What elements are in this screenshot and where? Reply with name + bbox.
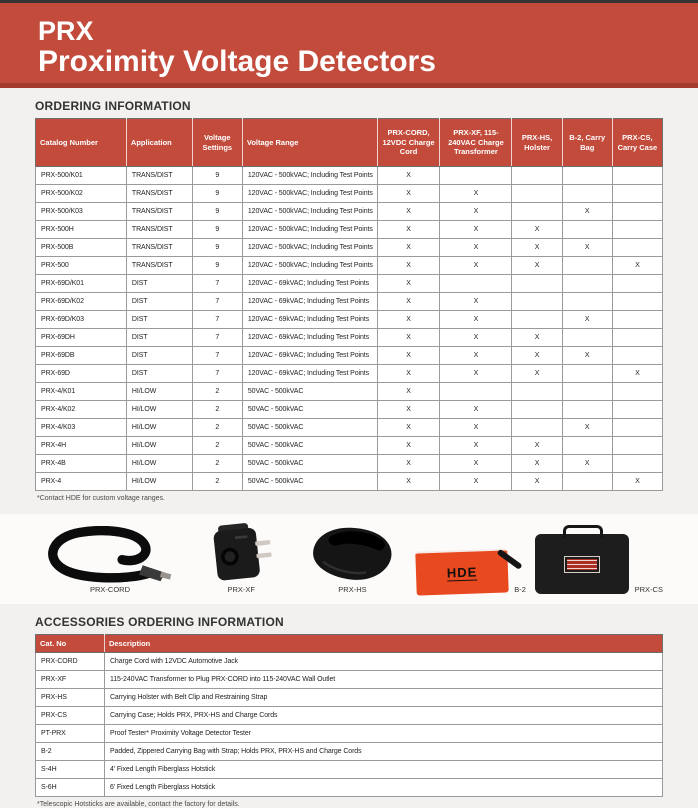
table-cell: 120VAC - 69kVAC; Including Test Points: [242, 311, 377, 329]
table-cell: PRX-69DH: [36, 329, 127, 347]
hero-banner: [0, 0, 698, 88]
table-cell: 120VAC - 500kVAC; Including Test Points: [242, 167, 377, 185]
table-cell: X: [512, 239, 562, 257]
table-cell: PT-PRX: [36, 725, 105, 743]
table-cell: HI/LOW: [126, 437, 192, 455]
products-strip: [0, 514, 698, 604]
column-header: PRX-CS, Carry Case: [612, 119, 662, 167]
table-row: [36, 203, 663, 221]
table-cell: [612, 437, 662, 455]
table-cell: 120VAC - 500kVAC; Including Test Points: [242, 185, 377, 203]
table-cell: X: [377, 347, 440, 365]
table-cell: DIST: [126, 275, 192, 293]
table-cell: 2: [192, 383, 242, 401]
product-label: PRX-XF: [227, 585, 255, 594]
table-cell: [512, 401, 562, 419]
table-cell: TRANS/DIST: [126, 221, 192, 239]
table-cell: 7: [192, 329, 242, 347]
table-cell: 2: [192, 473, 242, 491]
ordering-table: [35, 118, 663, 491]
table-cell: X: [377, 455, 440, 473]
table-cell: PRX-4/K03: [36, 419, 127, 437]
product-item-prx-cord: [35, 526, 185, 594]
accessories-table-header-row: [36, 635, 663, 653]
table-cell: PRX-4/K02: [36, 401, 127, 419]
table-row: [36, 653, 663, 671]
case-label: [564, 556, 600, 573]
table-cell: X: [377, 419, 440, 437]
table-cell: [612, 401, 662, 419]
table-cell: X: [612, 365, 662, 383]
table-cell: 7: [192, 275, 242, 293]
table-cell: PRX-500B: [36, 239, 127, 257]
table-cell: X: [377, 473, 440, 491]
b2-bag-image: [415, 548, 508, 595]
table-cell: X: [440, 365, 512, 383]
table-cell: [562, 401, 612, 419]
table-row: [36, 779, 663, 797]
table-cell: X: [562, 419, 612, 437]
table-cell: X: [377, 365, 440, 383]
table-row: [36, 239, 663, 257]
table-cell: 120VAC - 69kVAC; Including Test Points: [242, 347, 377, 365]
product-item-prx-xf: [194, 522, 289, 594]
table-cell: X: [377, 401, 440, 419]
table-cell: PRX-4B: [36, 455, 127, 473]
table-row: [36, 293, 663, 311]
table-cell: 2: [192, 401, 242, 419]
table-cell: X: [440, 455, 512, 473]
table-cell: X: [512, 473, 562, 491]
table-cell: PRX-69D: [36, 365, 127, 383]
table-cell: 120VAC - 500kVAC; Including Test Points: [242, 221, 377, 239]
accessories-table-body: [36, 653, 663, 797]
table-row: [36, 257, 663, 275]
ordering-table-header-row: [36, 119, 663, 167]
table-row: [36, 455, 663, 473]
table-cell: 9: [192, 221, 242, 239]
table-cell: [562, 275, 612, 293]
table-cell: DIST: [126, 347, 192, 365]
table-cell: X: [440, 293, 512, 311]
table-cell: [612, 203, 662, 221]
table-cell: X: [562, 347, 612, 365]
table-cell: [512, 311, 562, 329]
table-cell: HI/LOW: [126, 419, 192, 437]
product-item-prx-cs: [535, 524, 663, 594]
product-label: PRX-CORD: [89, 585, 130, 594]
table-cell: Charge Cord with 12VDC Automotive Jack: [104, 653, 662, 671]
table-cell: X: [512, 347, 562, 365]
table-cell: X: [377, 311, 440, 329]
table-cell: [612, 311, 662, 329]
product-name: PRX: [38, 16, 94, 46]
table-cell: 7: [192, 365, 242, 383]
table-cell: DIST: [126, 311, 192, 329]
table-cell: PRX-HS: [36, 689, 105, 707]
table-cell: [562, 293, 612, 311]
table-row: [36, 437, 663, 455]
column-header: Description: [104, 635, 662, 653]
table-cell: 6' Fixed Length Fiberglass Hotstick: [104, 779, 662, 797]
table-cell: X: [377, 239, 440, 257]
table-cell: DIST: [126, 365, 192, 383]
table-cell: DIST: [126, 293, 192, 311]
table-row: [36, 167, 663, 185]
table-cell: X: [377, 203, 440, 221]
accessories-footnote: *Telescopic Hotsticks are available, contact the factory for details.: [37, 801, 240, 808]
table-cell: X: [440, 257, 512, 275]
table-cell: PRX-69D/K03: [36, 311, 127, 329]
table-cell: X: [512, 257, 562, 275]
table-cell: PRX-69D/K02: [36, 293, 127, 311]
table-row: [36, 365, 663, 383]
table-cell: [562, 221, 612, 239]
prx-hs-image: [297, 522, 407, 584]
bag-strap: [497, 549, 523, 570]
table-cell: [512, 203, 562, 221]
table-cell: PRX-69DB: [36, 347, 127, 365]
table-cell: X: [512, 329, 562, 347]
table-row: [36, 383, 663, 401]
column-header: Voltage Range: [242, 119, 377, 167]
table-cell: [562, 473, 612, 491]
table-cell: Proof Tester* Proximity Voltage Detector Tester: [104, 725, 662, 743]
table-cell: X: [440, 437, 512, 455]
column-header: PRX-XF, 115-240VAC Charge Transformer: [440, 119, 512, 167]
product-item-b2: [416, 550, 526, 594]
table-cell: [562, 257, 612, 275]
table-cell: X: [377, 329, 440, 347]
table-cell: X: [612, 257, 662, 275]
table-row: [36, 743, 663, 761]
table-cell: [612, 455, 662, 473]
table-cell: 7: [192, 347, 242, 365]
table-cell: [612, 419, 662, 437]
table-row: [36, 275, 663, 293]
table-cell: 9: [192, 185, 242, 203]
table-cell: [512, 419, 562, 437]
table-cell: PRX-CORD: [36, 653, 105, 671]
table-cell: X: [612, 473, 662, 491]
table-cell: [562, 329, 612, 347]
table-cell: 120VAC - 500kVAC; Including Test Points: [242, 239, 377, 257]
table-cell: X: [562, 455, 612, 473]
table-cell: [612, 347, 662, 365]
table-cell: [512, 293, 562, 311]
table-row: [36, 311, 663, 329]
table-cell: X: [377, 275, 440, 293]
table-cell: PRX-500H: [36, 221, 127, 239]
table-cell: PRX-500: [36, 257, 127, 275]
table-cell: [512, 275, 562, 293]
column-header: B-2, Carry Bag: [562, 119, 612, 167]
table-cell: X: [440, 419, 512, 437]
table-cell: 120VAC - 500kVAC; Including Test Points: [242, 203, 377, 221]
table-cell: X: [440, 221, 512, 239]
table-cell: X: [440, 311, 512, 329]
table-cell: PRX-4/K01: [36, 383, 127, 401]
table-row: [36, 185, 663, 203]
hde-logo: HDE: [446, 563, 478, 581]
column-header: Voltage Settings: [192, 119, 242, 167]
ordering-table-body: [36, 167, 663, 491]
prx-cord-image: [35, 526, 185, 584]
table-cell: X: [562, 311, 612, 329]
table-cell: HI/LOW: [126, 455, 192, 473]
table-cell: S-6H: [36, 779, 105, 797]
table-cell: 115-240VAC Transformer to Plug PRX-CORD into 115-240VAC Wall Outlet: [104, 671, 662, 689]
table-cell: 9: [192, 167, 242, 185]
table-cell: [612, 185, 662, 203]
column-header: Cat. No: [36, 635, 105, 653]
table-cell: [612, 293, 662, 311]
table-cell: [612, 383, 662, 401]
column-header: Application: [126, 119, 192, 167]
product-label: PRX-CS: [634, 585, 663, 594]
table-cell: [562, 185, 612, 203]
column-header: PRX-CORD, 12VDC Charge Cord: [377, 119, 440, 167]
table-cell: X: [440, 329, 512, 347]
table-cell: 50VAC - 500kVAC: [242, 401, 377, 419]
table-cell: X: [377, 221, 440, 239]
page-title: Proximity Voltage Detectors: [38, 45, 436, 78]
table-cell: X: [377, 437, 440, 455]
table-row: [36, 725, 663, 743]
accessories-section-heading: ACCESSORIES ORDERING INFORMATION: [35, 615, 284, 629]
table-cell: 50VAC - 500kVAC: [242, 473, 377, 491]
table-cell: B-2: [36, 743, 105, 761]
table-cell: 2: [192, 419, 242, 437]
table-cell: X: [440, 239, 512, 257]
table-cell: 9: [192, 257, 242, 275]
table-cell: 4' Fixed Length Fiberglass Hotstick: [104, 761, 662, 779]
table-cell: 50VAC - 500kVAC: [242, 455, 377, 473]
table-cell: X: [440, 185, 512, 203]
table-cell: 50VAC - 500kVAC: [242, 437, 377, 455]
table-cell: TRANS/DIST: [126, 239, 192, 257]
table-cell: 2: [192, 437, 242, 455]
table-cell: [440, 383, 512, 401]
table-cell: 7: [192, 311, 242, 329]
table-row: [36, 221, 663, 239]
table-row: [36, 473, 663, 491]
table-row: [36, 671, 663, 689]
product-label: B-2: [514, 585, 526, 594]
table-cell: [512, 185, 562, 203]
table-cell: 9: [192, 239, 242, 257]
table-cell: PRX-69D/K01: [36, 275, 127, 293]
table-cell: [562, 437, 612, 455]
table-row: [36, 707, 663, 725]
table-row: [36, 689, 663, 707]
table-cell: PRX-500/K01: [36, 167, 127, 185]
column-header: Catalog Number: [36, 119, 127, 167]
table-cell: TRANS/DIST: [126, 257, 192, 275]
product-item-prx-hs: [297, 522, 407, 594]
table-cell: 50VAC - 500kVAC: [242, 419, 377, 437]
table-cell: PRX-4H: [36, 437, 127, 455]
table-cell: 120VAC - 500kVAC; Including Test Points: [242, 257, 377, 275]
table-row: [36, 329, 663, 347]
table-cell: [512, 167, 562, 185]
table-cell: 120VAC - 69kVAC; Including Test Points: [242, 293, 377, 311]
product-label: PRX-HS: [338, 585, 367, 594]
table-cell: X: [562, 239, 612, 257]
table-row: [36, 401, 663, 419]
ordering-footnote: *Contact HDE for custom voltage ranges.: [37, 495, 166, 502]
table-cell: 120VAC - 69kVAC; Including Test Points: [242, 329, 377, 347]
table-cell: PRX-4: [36, 473, 127, 491]
table-cell: X: [440, 401, 512, 419]
ordering-section-heading: ORDERING INFORMATION: [35, 99, 191, 113]
table-cell: TRANS/DIST: [126, 203, 192, 221]
table-cell: X: [512, 437, 562, 455]
table-cell: X: [377, 383, 440, 401]
column-header: PRX-HS, Holster: [512, 119, 562, 167]
prx-xf-image: [194, 522, 289, 584]
table-cell: [512, 383, 562, 401]
table-cell: PRX-CS: [36, 707, 105, 725]
table-cell: 9: [192, 203, 242, 221]
table-cell: [612, 275, 662, 293]
prx-cs-case-image: [535, 534, 629, 594]
table-cell: DIST: [126, 329, 192, 347]
table-cell: X: [377, 293, 440, 311]
table-cell: PRX-XF: [36, 671, 105, 689]
table-cell: S-4H: [36, 761, 105, 779]
table-cell: X: [562, 203, 612, 221]
table-cell: X: [377, 185, 440, 203]
table-cell: [612, 167, 662, 185]
table-cell: 120VAC - 69kVAC; Including Test Points: [242, 275, 377, 293]
table-cell: 120VAC - 69kVAC; Including Test Points: [242, 365, 377, 383]
table-cell: [612, 239, 662, 257]
table-cell: X: [440, 347, 512, 365]
table-cell: X: [377, 257, 440, 275]
table-cell: TRANS/DIST: [126, 167, 192, 185]
table-cell: TRANS/DIST: [126, 185, 192, 203]
table-cell: [612, 329, 662, 347]
table-cell: [562, 383, 612, 401]
table-cell: X: [512, 365, 562, 383]
table-cell: PRX-500/K02: [36, 185, 127, 203]
table-cell: X: [440, 473, 512, 491]
table-cell: HI/LOW: [126, 401, 192, 419]
table-cell: X: [512, 221, 562, 239]
table-cell: HI/LOW: [126, 473, 192, 491]
table-cell: X: [377, 167, 440, 185]
table-cell: Carrying Holster with Belt Clip and Restraining Strap: [104, 689, 662, 707]
table-row: [36, 761, 663, 779]
table-cell: [440, 275, 512, 293]
table-cell: X: [512, 455, 562, 473]
table-row: [36, 347, 663, 365]
table-cell: [562, 167, 612, 185]
table-cell: [440, 167, 512, 185]
table-cell: [562, 365, 612, 383]
accessories-table: [35, 634, 663, 797]
table-cell: 50VAC - 500kVAC: [242, 383, 377, 401]
table-cell: Padded, Zippered Carrying Bag with Strap; Holds PRX, PRX-HS and Charge Cords: [104, 743, 662, 761]
table-cell: X: [440, 203, 512, 221]
table-row: [36, 419, 663, 437]
table-cell: Carrying Case; Holds PRX, PRX-HS and Charge Cords: [104, 707, 662, 725]
table-cell: PRX-500/K03: [36, 203, 127, 221]
table-cell: HI/LOW: [126, 383, 192, 401]
table-cell: 2: [192, 455, 242, 473]
table-cell: [612, 221, 662, 239]
table-cell: 7: [192, 293, 242, 311]
